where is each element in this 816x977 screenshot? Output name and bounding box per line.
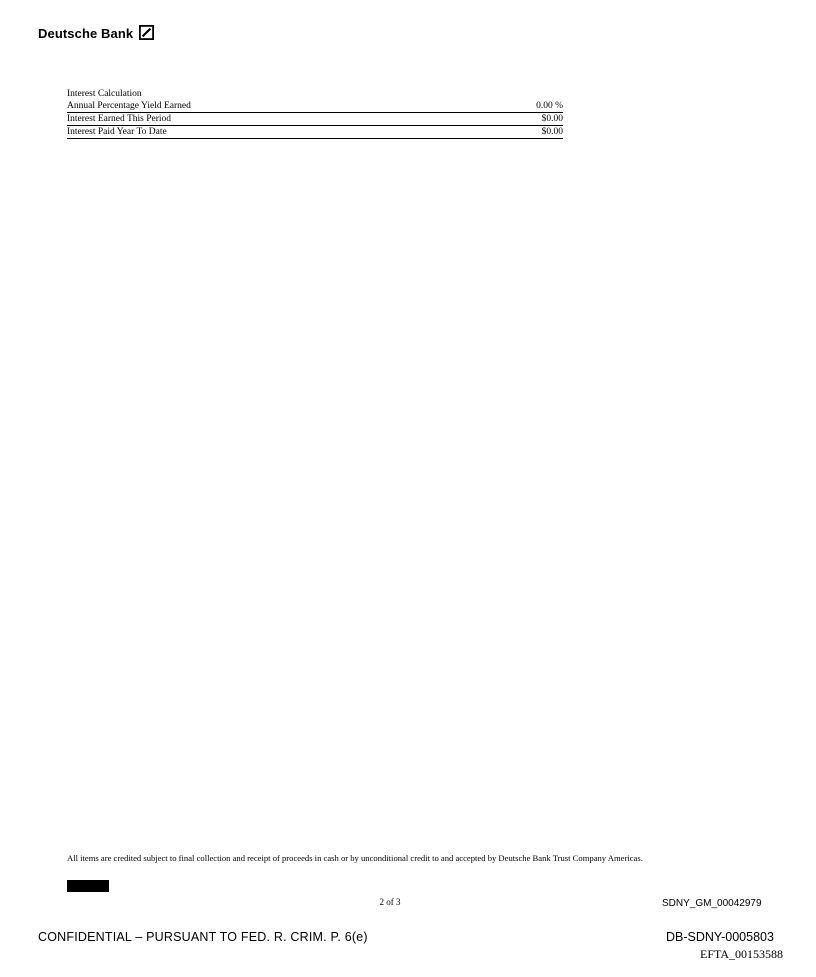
interest-row-label: Annual Percentage Yield Earned [67, 101, 191, 111]
interest-row-label: Interest Paid Year To Date [67, 127, 167, 137]
interest-row-value: $0.00 [541, 127, 563, 137]
bank-header [38, 26, 154, 41]
interest-calculation-table [67, 88, 563, 139]
bates-number-sdny-gm: SDNY_GM_00042979 [662, 898, 762, 909]
interest-row-value: $0.00 [541, 114, 563, 124]
efta-number: EFTA_00153588 [700, 947, 784, 961]
interest-row-label: Interest Earned This Period [67, 114, 172, 124]
interest-row-earned-this-period [67, 113, 563, 126]
confidential-notice: CONFIDENTIAL – PURSUANT TO FED. R. CRIM. P. 6(e) [38, 930, 368, 944]
interest-row-paid-ytd [67, 126, 563, 139]
bates-number-db-sdny: DB-SDNY-0005803 [666, 930, 774, 944]
interest-calculation-title: Interest Calculation [67, 89, 142, 99]
interest-row-apy [67, 100, 563, 113]
deutsche-bank-logo-icon [139, 25, 154, 40]
redaction-box [67, 880, 109, 892]
credit-disclaimer: All items are credited subject to final collection and receipt of proceeds in cash or by unconditional credit to and accepted by Deutsche Bank Trust Company Americas. [67, 853, 643, 863]
bank-name: Deutsche Bank [38, 26, 134, 41]
page-number: 2 of 3 [379, 897, 401, 907]
interest-row-value: 0.00 % [536, 101, 563, 111]
